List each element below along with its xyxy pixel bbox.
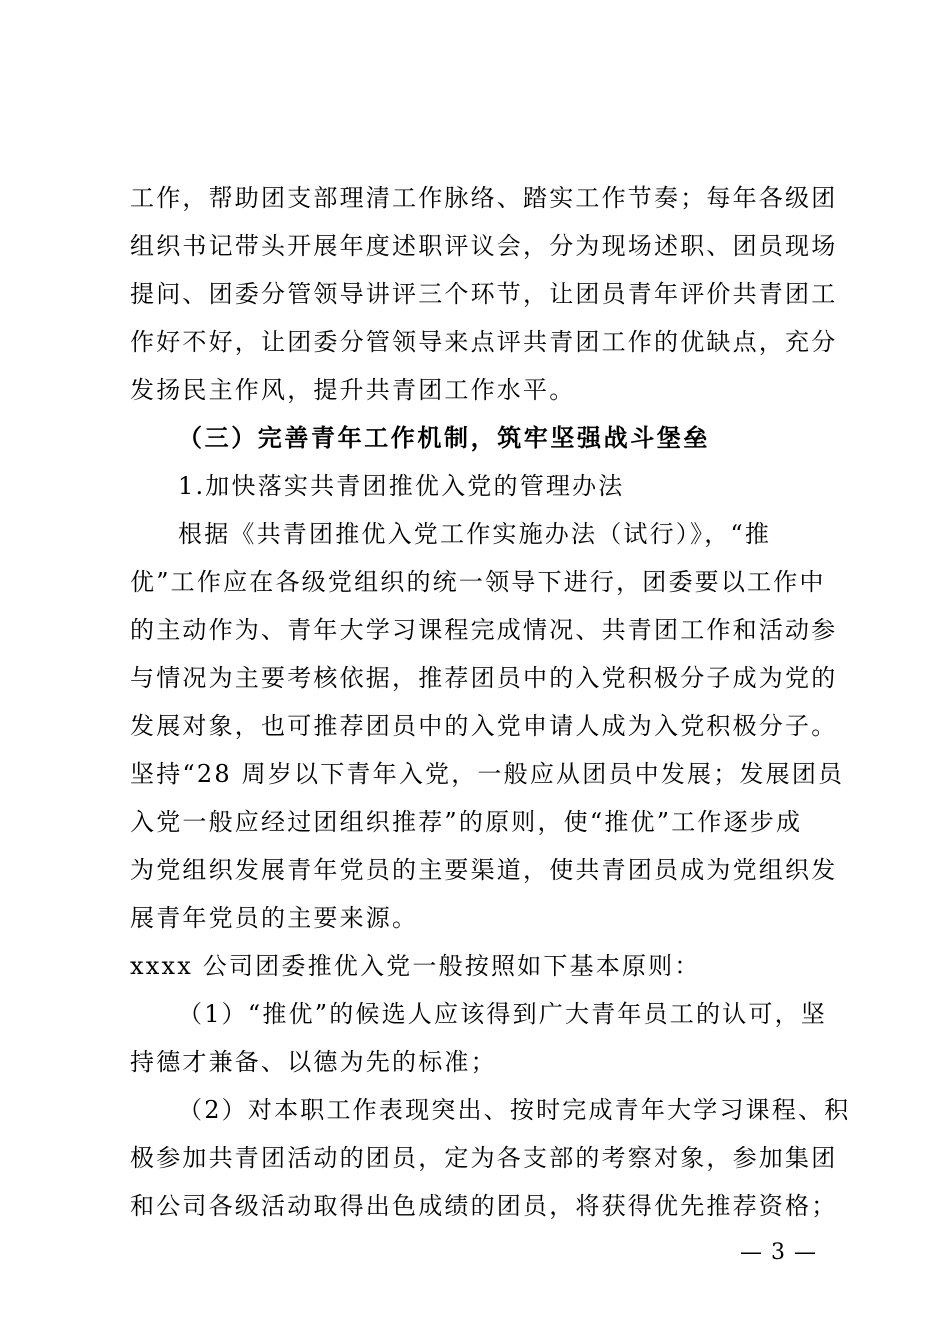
list-item-text: （1）“推优”的候选人应该得到广大青年员工的认可，坚 <box>178 1000 828 1028</box>
list-item-text: 极参加共青团活动的团员，定为各支部的考察对象，参加集团 <box>130 1144 838 1172</box>
body-text-line: 工作，帮助团支部理清工作脉络、踏实工作节奏；每年各级团 <box>130 184 838 212</box>
subsection-heading: 1.加快落实共青团推优入党的管理办法 <box>178 472 625 500</box>
body-text-line: 为党组织发展青年党员的主要渠道，使共青团员成为党组织发 <box>130 856 838 884</box>
body-text-line: 优”工作应在各级党组织的统一领导下进行，团委要以工作中 <box>130 568 826 596</box>
body-text-line: 展青年党员的主要来源。 <box>130 904 419 932</box>
body-text-line: xxxx 公司团委推优入党一般按照如下基本原则： <box>130 952 701 980</box>
body-text-line: 入党一般应经过团组织推荐”的原则，使“推优”工作逐步成 <box>130 808 803 836</box>
list-item-text: 持德才兼备、以德为先的标准； <box>130 1048 497 1076</box>
list-item-text: 和公司各级活动取得出色成绩的团员，将获得优先推荐资格； <box>130 1192 838 1220</box>
body-text-line: 与情况为主要考核依据，推荐团员中的入党积极分子成为党的 <box>130 664 838 692</box>
body-text-line: 的主动作为、青年大学习课程完成情况、共青团工作和活动参 <box>130 616 838 644</box>
body-text-line: 发展对象，也可推荐团员中的入党申请人成为入党积极分子。 <box>130 712 838 740</box>
body-text-line: 作好不好，让团委分管领导来点评共青团工作的优缺点，充分 <box>130 328 838 356</box>
section-heading: （三）完善青年工作机制，筑牢坚强战斗堡垒 <box>178 423 710 452</box>
body-text-line: 组织书记带头开展年度述职评议会，分为现场述职、团员现场 <box>130 232 838 260</box>
page-number: — 3 — <box>740 1240 817 1265</box>
body-text-line: 提问、团委分管领导讲评三个环节，让团员青年评价共青团工 <box>130 280 838 308</box>
body-text-line: 坚持“28 周岁以下青年入党，一般应从团员中发展；发展团员 <box>130 760 845 788</box>
body-text-line: 根据《共青团推优入党工作实施办法（试行）》，“推 <box>178 520 772 548</box>
body-text-line: 发扬民主作风，提升共青团工作水平。 <box>130 376 576 404</box>
list-item-text: （2）对本职工作表现突出、按时完成青年大学习课程、积 <box>178 1096 851 1124</box>
